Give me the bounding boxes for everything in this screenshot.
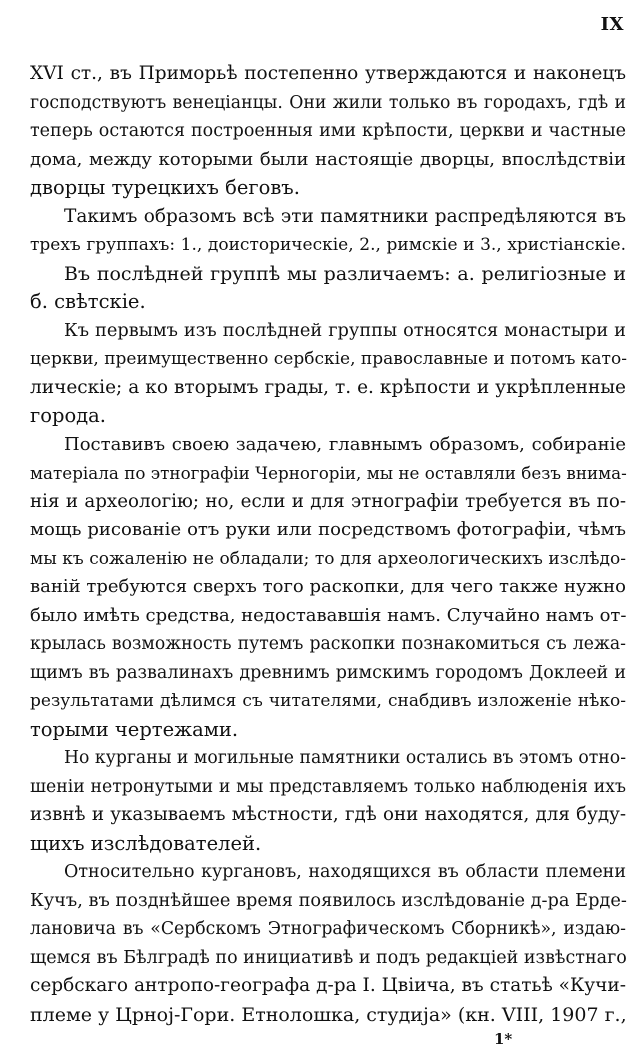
text-line: трехъ группахъ: 1., доисторическiе, 2., римскiе и 3., христiанскiе. — [30, 235, 626, 255]
text-line: лановича въ «Сербскомъ Этнографическомъ Сборникѣ», издаю- — [30, 919, 626, 939]
text-line: сербскаго антропо-географа д-ра I. Цвiича, въ статьѣ «Кучи- — [30, 975, 626, 996]
text-line: щемся въ Бѣлградѣ по инициативѣ и подъ редакцiей извѣстнаго — [30, 947, 627, 968]
text-line: Поставивъ своею задачею, главнымъ образомъ, собиранiе — [64, 433, 626, 455]
text-line: щимъ въ развалинахъ древнимъ римскимъ городомъ Доклеей и — [30, 662, 626, 683]
text-line: матерiала по этнографiи Черногорiи, мы не оставляли безъ внима- — [30, 463, 627, 483]
text-line: племе у Црној-Гори. Етнолошка, студиjа» (кн. VIII, 1907 г., — [30, 1003, 627, 1026]
text-line: ванiй требуются сверхъ того раскопки, для чего также нужно — [30, 576, 626, 597]
text-line: мы къ сожаленiю не обладали; то для археологическихъ изслѣдо- — [30, 548, 626, 569]
text-line: церкви, преимущественно сербскiе, православные и потомъ като- — [30, 349, 627, 369]
text-line: дворцы турецкихъ беговъ. — [30, 176, 300, 199]
text-line: теперь остаются построенныя ими крѣпости, церкви и частные — [30, 121, 626, 141]
text-line: результатами дѣлимся съ читателями, снабдивъ изложенiе нѣко- — [30, 691, 626, 711]
signature-mark: 1* — [494, 1030, 513, 1048]
text-line: было имѣть средства, недостававшiя намъ. Случайно намъ от- — [30, 604, 627, 626]
text-line: Относительно кургановъ, находящихся въ области племени — [64, 862, 626, 882]
text-line: щихъ изслѣдователей. — [30, 831, 262, 855]
text-line: крылась возможность путемъ раскопки познакомиться съ лежа- — [30, 634, 626, 654]
text-line: торыми чертежами. — [30, 717, 239, 741]
text-line: Въ послѣдней группѣ мы различаемъ: а. религiозные и — [64, 262, 626, 285]
text-line: дома, между которыми были настоящiе дворцы, впослѣдствiи — [30, 148, 626, 170]
text-line: XVI ст., въ Приморьѣ постепенно утверждаются и наконецъ — [30, 63, 626, 84]
body-text — [30, 60, 626, 1029]
text-line: Но курганы и могильные памятники остались въ этомъ отно- — [64, 748, 627, 768]
text-line: извнѣ и указываемъ мѣстности, гдѣ они находятся, для буду- — [30, 804, 626, 825]
text-line: Такимъ образомъ всѣ эти памятники распредѣляются въ — [64, 205, 626, 227]
page-number: IX — [600, 14, 624, 35]
text-line: лическiе; а ко вторымъ грады, т. е. крѣпости и укрѣпленные — [30, 376, 626, 398]
text-line: шенiи нетронутыми и мы представляемъ только наблюденiя ихъ — [30, 776, 626, 797]
text-line: мощь рисованiе отъ руки или посредствомъ фотографiи, чѣмъ — [30, 519, 626, 540]
text-line: нiя и археологiю; но, если и для этнографiи требуется въ по- — [30, 490, 626, 512]
text-line: Кучъ, въ позднѣйшее время появилось изслѣдованiе д-ра Ерде- — [30, 890, 627, 911]
text-line: господствуютъ венецiанцы. Они жили только въ городахъ, гдѣ и — [30, 92, 626, 113]
text-line: города. — [30, 404, 107, 427]
text-line: Къ первымъ изъ послѣдней группы относятся монастыри и — [64, 320, 626, 341]
text-line: б. свѣтскiе. — [30, 290, 146, 313]
